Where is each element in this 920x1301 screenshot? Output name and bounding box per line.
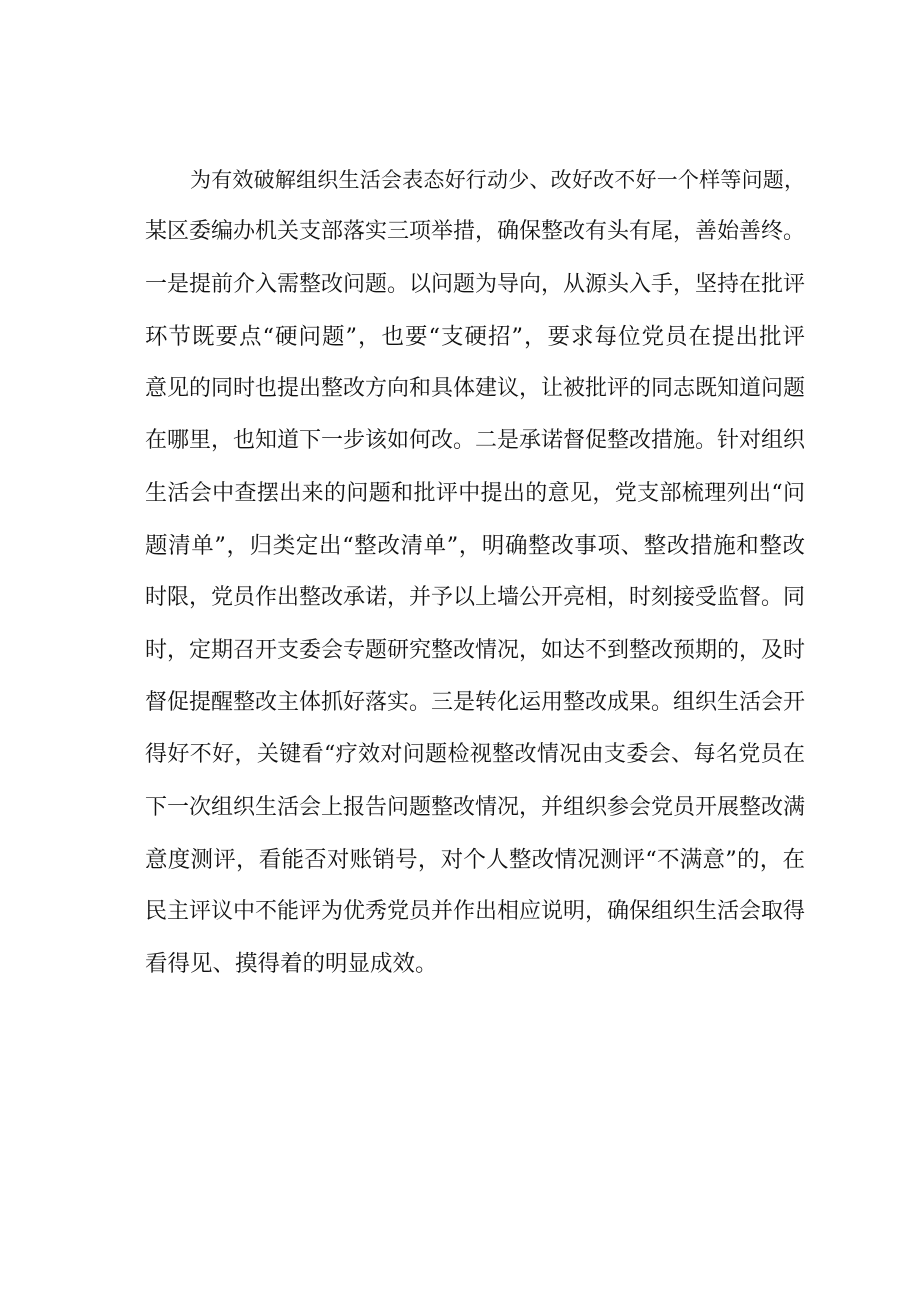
paragraph-line: 环节既要点“硬问题”，也要“支硬招”，要求每位党员在提出批评: [145, 323, 805, 350]
paragraph-line: 时限，党员作出整改承诺，并予以上墙公开亮相，时刻接受监督。同: [145, 585, 806, 611]
paragraph-line: 看得见、摸得着的明显成效。: [145, 951, 438, 978]
paragraph-line: 一是提前介入需整改问题。以问题为导向，从源头入手，坚持在批评: [145, 271, 806, 297]
paragraph-line: 为有效破解组织生活会表态好行动少、改好改不好一个样等问题，: [190, 168, 805, 192]
paragraph-line: 题清单”，归类定出“整改清单”，明确整改事项、整改措施和整改: [145, 533, 805, 560]
paragraph-line: 督促提醒整改主体抓好落实。三是转化运用整改成果。组织生活会开: [145, 689, 806, 715]
paragraph-line: 某区委编办机关支部落实三项举措，确保整改有头有尾，善始善终。: [145, 219, 806, 245]
paragraph-line: 下一次组织生活会上报告问题整改情况，并组织参会党员开展整改满: [145, 794, 806, 820]
body-paragraph: [145, 154, 805, 991]
paragraph-line: 在哪里，也知道下一步该如何改。二是承诺督促整改措施。针对组织: [145, 428, 806, 454]
paragraph-line: 民主评议中不能评为优秀党员并作出相应说明，确保组织生活会取得: [145, 899, 806, 925]
paragraph-line: 生活会中查摆出来的问题和批评中提出的意见，党支部梳理列出“问: [145, 480, 805, 506]
paragraph-line: 意见的同时也提出整改方向和具体建议，让被批评的同志既知道问题: [145, 376, 806, 402]
paragraph-line: 时，定期召开支委会专题研究整改情况，如达不到整改预期的，及时: [145, 637, 806, 663]
paragraph-line: 得好不好，关键看“疗效对问题检视整改情况由支委会、每名党员在: [145, 742, 805, 768]
paragraph-line: 意度测评，看能否对账销号，对个人整改情况测评“不满意”的，在: [145, 846, 805, 873]
